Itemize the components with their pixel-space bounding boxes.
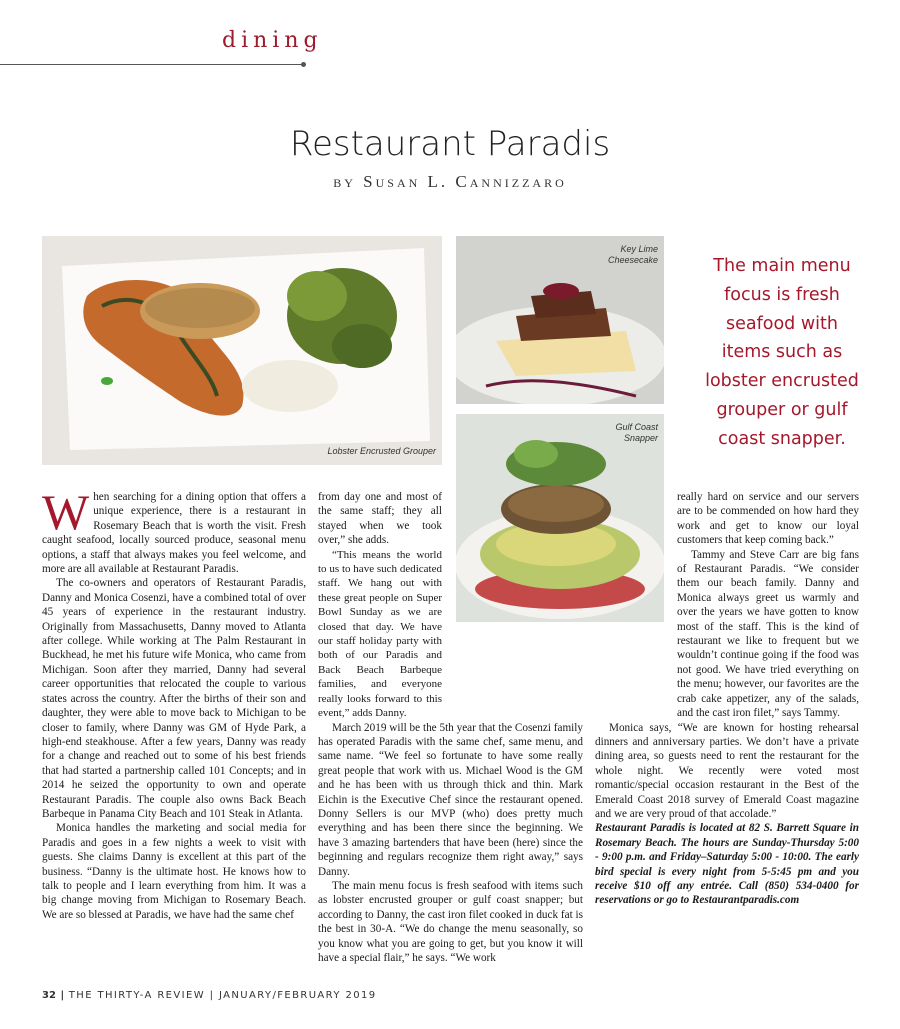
pull-quote-line: lobster encrusted: [705, 371, 859, 392]
pull-quote-line: focus is fresh: [724, 284, 840, 305]
body-paragraph-text: hen searching for a dining option that offers a unique experience, there is a restaurant in Rosemary Beach that is worth the visit. Fresh caught seafood, locally sourced produce, seasonal menu options, a staff that always makes you feel welcome, and more are all available at Restaurant Paradis.: [42, 491, 306, 576]
pull-quote-line: seafood with: [726, 313, 838, 334]
pull-quote-line: The main menu: [713, 256, 851, 276]
byline-prefix: by: [333, 172, 356, 191]
body-column-1: [42, 484, 306, 922]
publication-name: THE THIRTY-A REVIEW: [68, 990, 205, 1001]
byline: [0, 172, 900, 192]
header-divider-dot: [301, 62, 306, 67]
caption-cheesecake-line1: Key Lime: [620, 244, 658, 254]
caption-grouper: Lobster Encrusted Grouper: [327, 446, 436, 456]
photo-key-lime-cheesecake: [456, 236, 664, 404]
caption-snapper-line1: Gulf Coast: [615, 422, 658, 432]
pull-quote-line: grouper or gulf: [716, 399, 848, 420]
body-paragraph: Monica handles the marketing and social media for Paradis and goes in a few nights a week to visit with guests. She claims Danny is excellent at this part of the business. “Danny is the ultimate host. He knows how to talk to people and I learn everything from him. It was a big change moving from Michigan to Rosemary Beach. We are so blessed at Paradis, we have had the same chef: [42, 822, 306, 921]
body-paragraph: The co-owners and operators of Restaurant Paradis, Danny and Monica Cosenzi, have a combined total of over 45 years of experience in the restaurant industry. Originally from Massachusetts, Danny moved to Atlanta after college. While working at The Palm Restaurant in Buckhead, he met his future wife Monica, who came from Michigan. Soon after they married, Danny had several career opportunities that relocated the couple to various states across the country. After the births of their son and daughter, they were able to move back to Michigan to be closer to family, where Danny was GM of Hyde Park, a high-end steakhouse. After a few years, Danny was ready for a change and reached out to some of his best friends that had started a partnership called 101 Concepts; and in 2014 he seized the opportunity to own and operate Restaurant Paradis. The couple also owns Back Beach Barbeque in Panama City Beach and 101 Steak in Atlanta.: [42, 577, 306, 820]
caption-snapper: [615, 422, 658, 444]
body-column-3: [595, 490, 859, 908]
page-number: 32: [42, 990, 56, 1001]
caption-cheesecake-line2: Cheesecake: [607, 255, 658, 265]
body-paragraph: really hard on service and our servers are to be commended on how hard they work and get to know our loyal customers that keep coming back.”: [677, 491, 859, 547]
article-title: Restaurant Paradis: [289, 124, 611, 164]
caption-snapper-line2: Snapper: [623, 433, 658, 443]
footer-separator: |: [209, 990, 215, 1001]
caption-cheesecake: [608, 244, 658, 266]
pull-quote: [682, 252, 882, 454]
body-paragraph: [42, 484, 306, 576]
pull-quote-line: coast snapper.: [718, 428, 846, 449]
footer-separator: |: [60, 990, 65, 1001]
issue-date: JANUARY/FEBRUARY 2019: [218, 990, 377, 1001]
body-column-2: [318, 490, 583, 965]
pull-quote-line: items such as: [721, 342, 843, 363]
restaurant-info-box: Restaurant Paradis is located at 82 S. Barrett Square in Rosemary Beach. The hours are Sunday-Thursday 5:00 - 9:00 p.m. and Friday–Saturday 5:00 - 10:00. The early bird special is every night from 5-5:45 pm and you receive $10 off any entrée. Call (850) 534-0400 for reservations or go to Restaurantparadis.com: [595, 822, 859, 907]
body-paragraph: The main menu focus is fresh seafood with items such as lobster encrusted grouper or gulf coast snapper; but according to Danny, the cast iron filet cooked in duck fat is the best in 30-A. “We do change the menu seasonally, so you know what you are going to get, but you know it will have a special flair,” he says. “We work: [318, 879, 583, 964]
page-footer: [42, 990, 377, 1001]
column-2-narrow-block: [318, 490, 442, 721]
byline-author: Susan L. Cannizzaro: [363, 172, 567, 191]
body-paragraph: Monica says, “We are known for hosting rehearsal dinners and anniversary parties. We don’t have a private dining area, so guests need to rent the restaurant for the whole night. We recently were voted most romantic/special occasion restaurant in the Best of the Emerald Coast 2018 survey of Emerald Coast magazine and we are very proud of that accolade.”: [595, 721, 859, 820]
body-paragraph: Tammy and Steve Carr are big fans of Restaurant Paradis. “We consider them our beach family. Danny and Monica always greet us warmly and over the years we have gotten to know most of the staff. This is the kind of restaurant we like to frequent but we wouldn’t continue going if the food was not good. We have tried everything on the menu; however, our favorites are the crab cake appetizer, any of the salads, and the cast iron filet,” says Tammy.: [677, 548, 859, 720]
section-label: dining: [222, 28, 323, 53]
body-paragraph: March 2019 will be the 5th year that the Cosenzi family has operated Paradis with the same chef, same menu, and same name. “We feel so fortunate to have some really great people that work with us. Michael Wood is the GM and he has been with us through thick and thin. Mark Eichin is the Executive Chef since the restaurant opened. Donny Sellers is our MVP (who) does pretty much everything and has been there since the beginning. We have 3 amazing bartenders that have been (here) since the beginning and regulars recognize them right away,” says Danny.: [318, 721, 583, 878]
column-3-narrow-block: [677, 490, 859, 721]
drop-cap: W: [42, 484, 90, 540]
header-divider: [0, 64, 304, 65]
body-paragraph: from day one and most of the same staff; they all stayed when we took over,” she adds.: [318, 491, 442, 547]
photo-lobster-encrusted-grouper: [42, 236, 442, 465]
body-paragraph: “This means the world to us to have such dedicated staff. We hang out with these great people on Super Bowl Sunday as we are closed that day. We have our staff holiday party with both of our Paradis and Back Beach Barbeque families, and everyone really looks forward to this event,” adds Danny.: [318, 548, 442, 720]
